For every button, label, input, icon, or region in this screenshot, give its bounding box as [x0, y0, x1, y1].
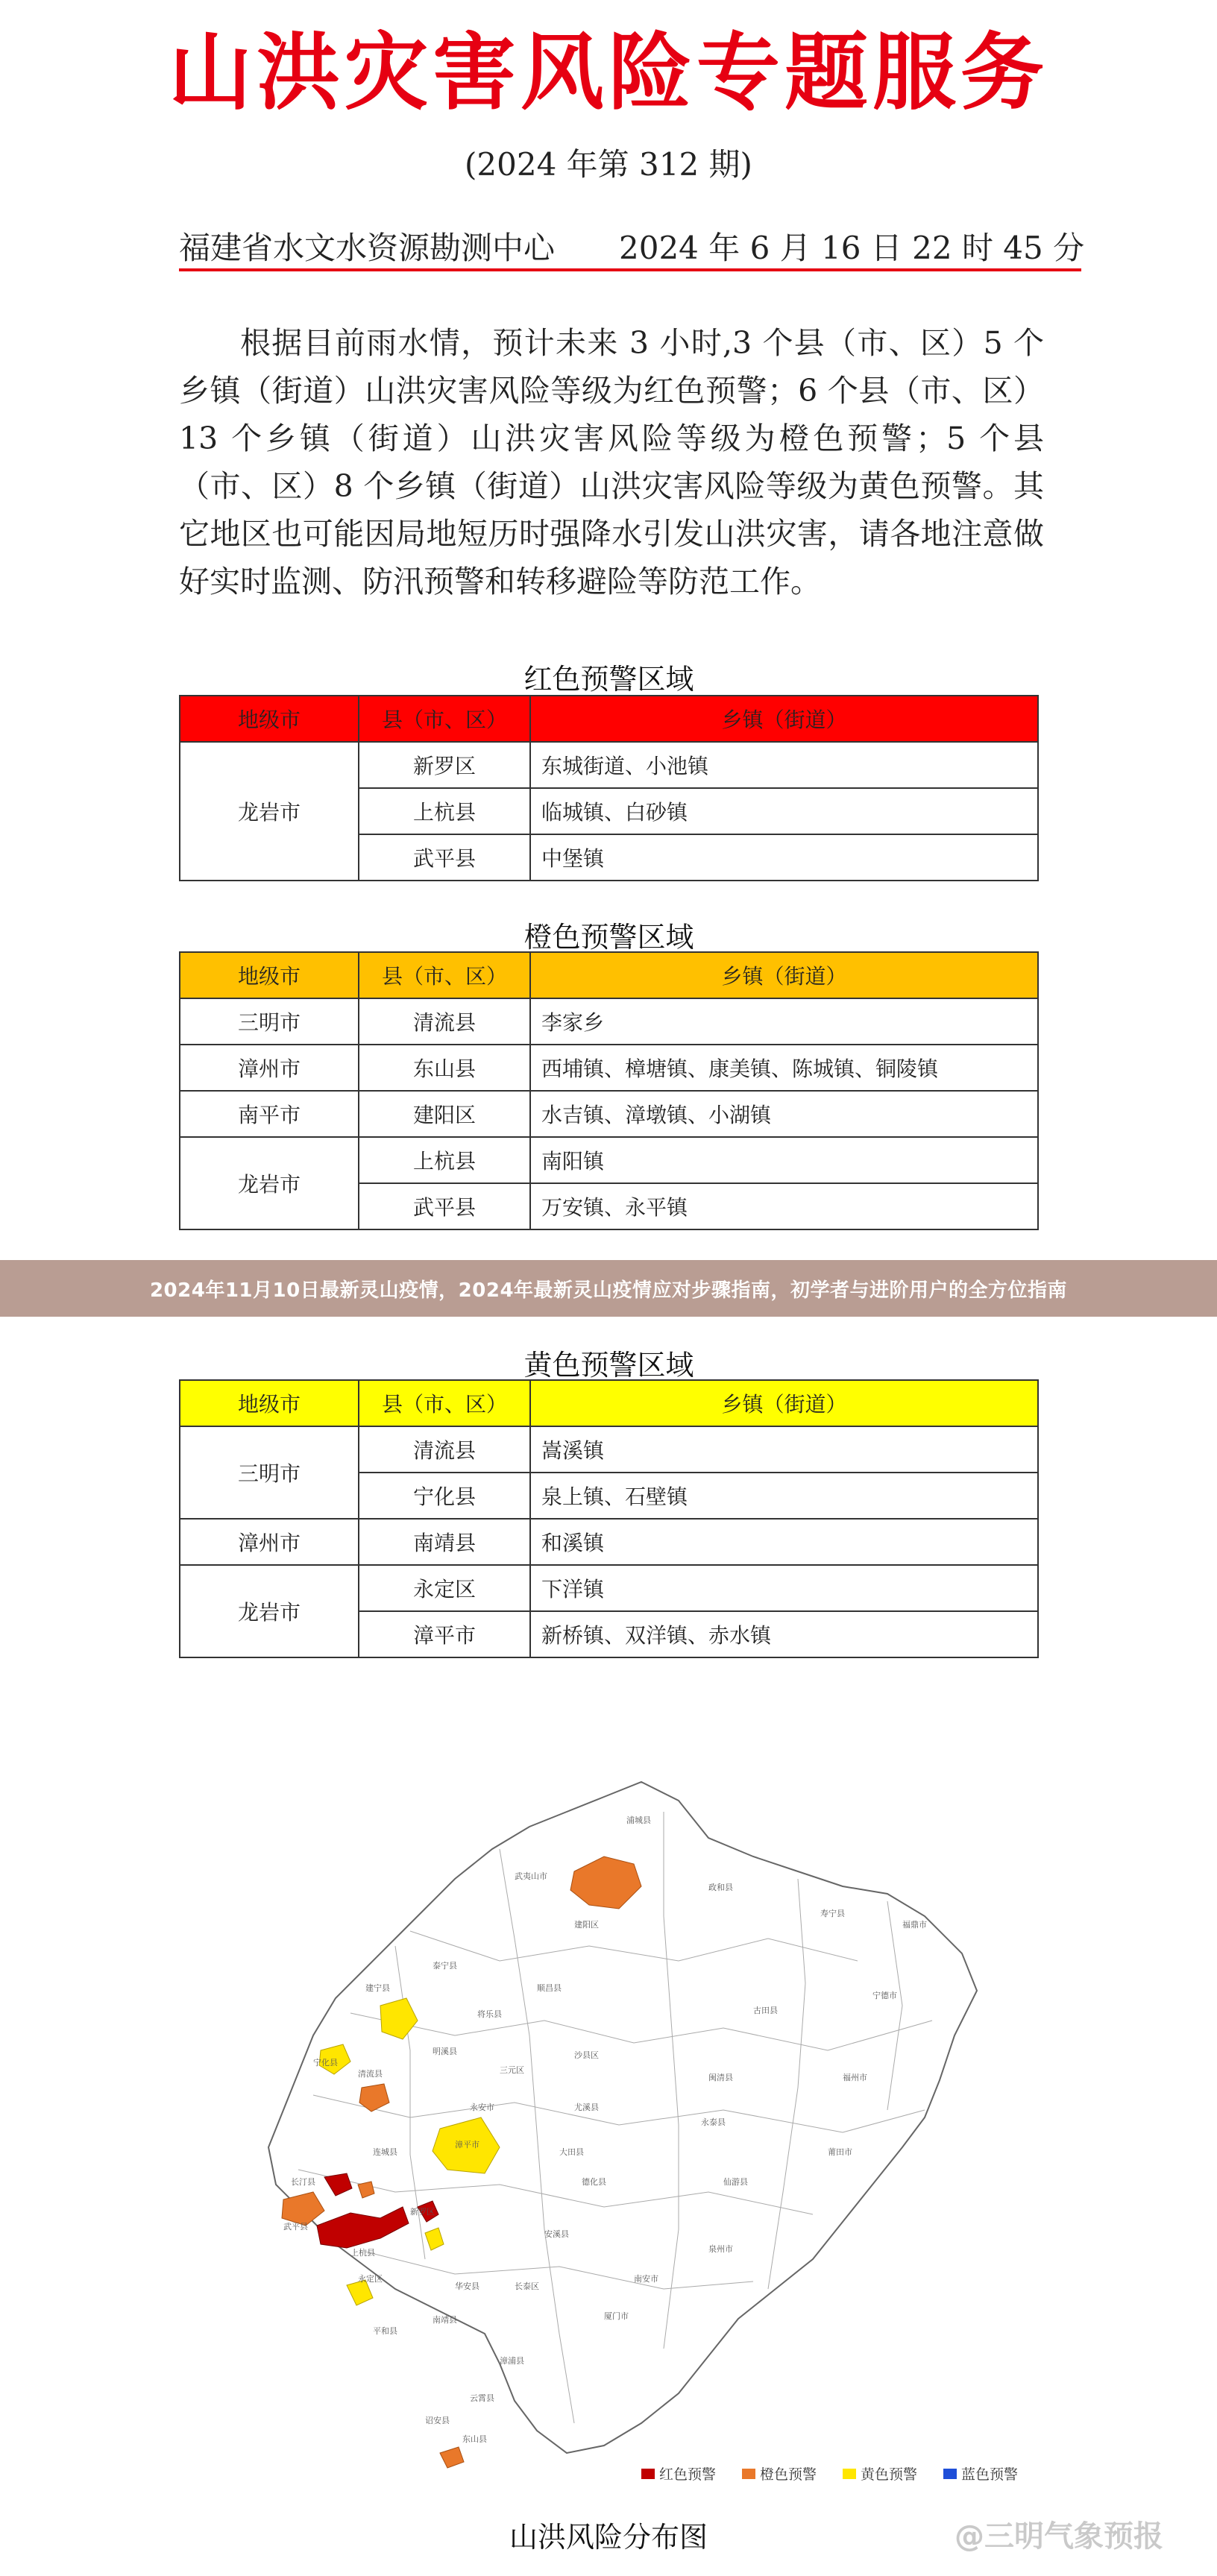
map-legend	[641, 2466, 1018, 2483]
county-label: 永定区	[358, 2274, 383, 2284]
legend-label: 蓝色预警	[961, 2466, 1019, 2483]
county-label: 政和县	[708, 1883, 733, 1892]
col-header-town: 乡镇（街道）	[530, 952, 1038, 998]
table-row	[180, 1091, 1038, 1137]
county-label: 福鼎市	[902, 1920, 927, 1930]
county-label: 泉州市	[708, 2244, 733, 2254]
legend-swatch	[742, 2469, 755, 2479]
city-cell: 龙岩市	[180, 742, 359, 881]
legend-label: 黄色预警	[861, 2466, 918, 2483]
county-label: 三元区	[500, 2065, 524, 2075]
table-row	[180, 1137, 1038, 1183]
forecast-paragraph: 根据目前雨水情，预计未来 3 小时,3 个县（市、区）5 个乡镇（街道）山洪灾害风险等级为红色预警；6 个县（市、区）13 个乡镇（街道）山洪灾害风险等级为橙色预警；5 个县（市、区）8 个乡镇（街道）山洪灾害风险等级为黄色预警。其它地区也可能因局地短历时强降水引发山洪灾害，请各地注意做好实时监测、防汛预警和转移避险等防范工作。	[179, 325, 1044, 599]
table-row	[180, 1426, 1038, 1473]
header-divider	[179, 268, 1081, 271]
col-header-town: 乡镇（街道）	[530, 696, 1038, 742]
county-label: 云霄县	[470, 2393, 494, 2403]
city-cell: 漳州市	[180, 1045, 359, 1091]
page-title: 山洪灾害风险专题服务	[169, 24, 1048, 122]
yellow-zone-caption: 黄色预警区域	[523, 1349, 694, 1382]
county-label: 上杭县	[350, 2248, 375, 2258]
legend-swatch	[943, 2469, 957, 2479]
legend-label: 红色预警	[659, 2466, 717, 2483]
city-cell: 南平市	[180, 1091, 359, 1137]
legend-swatch	[843, 2469, 856, 2479]
county-label: 连城县	[373, 2147, 397, 2157]
county-label: 莆田市	[828, 2147, 852, 2157]
watermark: @三明气象预报	[955, 2519, 1163, 2554]
town-cell: 临城镇、白砂镇	[530, 788, 1038, 834]
town-cell: 西埔镇、樟塘镇、康美镇、陈城镇、铜陵镇	[530, 1045, 1038, 1091]
county-cell: 宁化县	[359, 1473, 530, 1519]
city-cell: 三明市	[180, 1426, 359, 1519]
county-cell: 永定区	[359, 1565, 530, 1611]
county-label: 永安市	[470, 2103, 494, 2112]
county-label: 仙游县	[723, 2177, 748, 2187]
orange-zone-table	[179, 951, 1039, 1230]
col-header-county: 县（市、区）	[359, 696, 530, 742]
col-header-county: 县（市、区）	[359, 1380, 530, 1426]
county-label: 漳浦县	[500, 2356, 524, 2366]
county-label: 厦门市	[604, 2311, 629, 2321]
yellow-region-nanjing	[347, 2280, 373, 2305]
county-label: 漳平市	[455, 2140, 479, 2150]
county-cell: 清流县	[359, 998, 530, 1045]
city-cell: 龙岩市	[180, 1137, 359, 1229]
county-label: 南靖县	[433, 2315, 457, 2325]
legend-swatch	[641, 2469, 655, 2479]
headline-banner[interactable]	[0, 1260, 1217, 1317]
fujian-map-svg	[186, 1767, 1044, 2501]
orange-region-dongshan	[440, 2447, 464, 2468]
county-label: 武夷山市	[515, 1871, 547, 1881]
town-cell: 南阳镇	[530, 1137, 1038, 1183]
town-cell: 李家乡	[530, 998, 1038, 1045]
county-label: 安溪县	[544, 2229, 569, 2239]
col-header-county: 县（市、区）	[359, 952, 530, 998]
city-cell: 漳州市	[180, 1519, 359, 1565]
county-cell: 漳平市	[359, 1611, 530, 1657]
county-label: 宁化县	[313, 2058, 338, 2068]
issuing-agency: 福建省水文水资源勘测中心	[179, 230, 556, 266]
town-cell: 嵩溪镇	[530, 1426, 1038, 1473]
town-cell: 水吉镇、漳墩镇、小湖镇	[530, 1091, 1038, 1137]
county-label: 福州市	[843, 2073, 867, 2082]
county-label: 寿宁县	[820, 1909, 845, 1918]
county-label: 东山县	[462, 2434, 487, 2444]
county-label: 长泰区	[515, 2281, 539, 2291]
city-cell: 三明市	[180, 998, 359, 1045]
town-cell: 东城街道、小池镇	[530, 742, 1038, 788]
county-cell: 武平县	[359, 834, 530, 881]
table-row	[180, 742, 1038, 788]
col-header-city: 地级市	[180, 952, 359, 998]
yellow-zone-table	[179, 1379, 1039, 1658]
table-row	[180, 998, 1038, 1045]
county-cell: 南靖县	[359, 1519, 530, 1565]
map-caption: 山洪风险分布图	[509, 2521, 708, 2554]
county-label: 古田县	[753, 2006, 778, 2015]
county-label: 新罗区	[410, 2207, 435, 2217]
col-header-city: 地级市	[180, 696, 359, 742]
risk-map	[186, 1767, 1044, 2501]
red-zone-caption: 红色预警区域	[523, 663, 694, 696]
issue-datetime: 2024 年 6 月 16 日 22 时 45 分	[619, 230, 1085, 266]
county-label: 建宁县	[365, 1983, 390, 1993]
county-label: 泰宁县	[433, 1961, 457, 1971]
table-row	[180, 1519, 1038, 1565]
table-row	[180, 1045, 1038, 1091]
county-cell: 清流县	[359, 1426, 530, 1473]
red-zone-table	[179, 695, 1039, 881]
county-cell: 建阳区	[359, 1091, 530, 1137]
town-cell: 泉上镇、石壁镇	[530, 1473, 1038, 1519]
town-cell: 中堡镇	[530, 834, 1038, 881]
county-cell: 东山县	[359, 1045, 530, 1091]
county-label: 沙县区	[574, 2050, 599, 2060]
table-row	[180, 1565, 1038, 1611]
county-label: 建阳区	[574, 1920, 599, 1930]
county-label: 将乐县	[477, 2009, 502, 2019]
orange-zone-caption: 橙色预警区域	[523, 921, 694, 954]
county-label: 尤溪县	[574, 2103, 599, 2112]
county-label: 平和县	[373, 2326, 397, 2336]
table-header-row	[180, 696, 1038, 742]
city-cell: 龙岩市	[180, 1565, 359, 1657]
county-label: 顺昌县	[537, 1983, 562, 1993]
legend-label: 橙色预警	[760, 2466, 817, 2483]
town-cell: 新桥镇、双洋镇、赤水镇	[530, 1611, 1038, 1657]
county-label: 武平县	[283, 2222, 308, 2232]
county-label: 诏安县	[425, 2416, 450, 2425]
col-header-city: 地级市	[180, 1380, 359, 1426]
county-label: 明溪县	[433, 2047, 457, 2056]
issue-number: (2024 年第 312 期)	[465, 146, 752, 183]
table-header-row	[180, 1380, 1038, 1426]
county-cell: 上杭县	[359, 1137, 530, 1183]
county-label: 浦城县	[626, 1816, 651, 1825]
county-label: 华安县	[455, 2281, 479, 2291]
county-label: 清流县	[358, 2069, 383, 2079]
county-label: 德化县	[582, 2177, 606, 2187]
county-cell: 新罗区	[359, 742, 530, 788]
town-cell: 下洋镇	[530, 1565, 1038, 1611]
county-label: 闽清县	[708, 2073, 733, 2082]
county-label: 永泰县	[701, 2117, 726, 2127]
county-cell: 武平县	[359, 1183, 530, 1229]
county-label: 长汀县	[291, 2177, 315, 2187]
banner-text: 2024年11月10日最新灵山疫情，2024年最新灵山疫情应对步骤指南，初学者与进阶用户的全方位指南	[149, 1279, 1068, 1302]
county-label: 宁德市	[872, 1991, 897, 2000]
table-header-row	[180, 952, 1038, 998]
county-label: 大田县	[559, 2147, 584, 2157]
col-header-town: 乡镇（街道）	[530, 1380, 1038, 1426]
county-cell: 上杭县	[359, 788, 530, 834]
town-cell: 万安镇、永平镇	[530, 1183, 1038, 1229]
county-label: 南安市	[634, 2274, 658, 2284]
town-cell: 和溪镇	[530, 1519, 1038, 1565]
